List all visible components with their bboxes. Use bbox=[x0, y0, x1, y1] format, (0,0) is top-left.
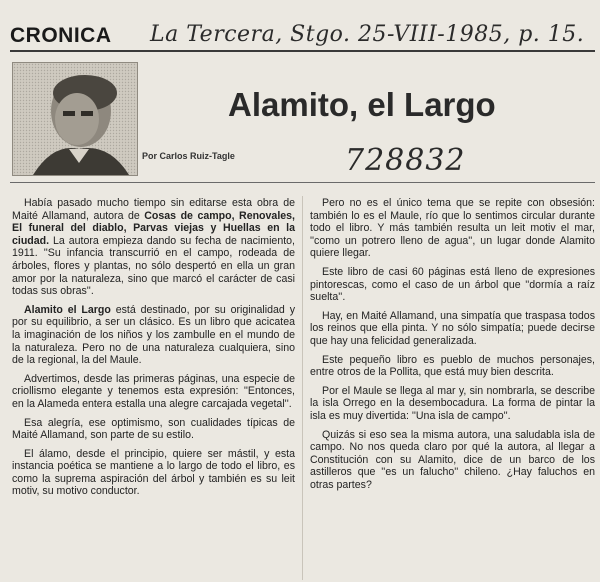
header-rule bbox=[10, 50, 595, 52]
section-heading: CRONICA bbox=[10, 24, 112, 47]
article-title: Alamito, el Largo bbox=[228, 86, 496, 123]
column-divider bbox=[302, 196, 303, 580]
paragraph: Alamito el Largo está destinado, por su originalidad y por su equilibrio, a ser un clásico. Es un libro que acicatea la imaginación de los niños y los zambulle en el mundo de la naturaleza. Pero no de una naturaleza cualquiera, sino de la regional, la del Maule. bbox=[12, 303, 295, 367]
paragraph: Quizás si eso sea la misma autora, una saludabla isla de campo. No nos queda claro por qué la autora, al llegar a Constitución con su Alamito, dice de un barco de los astilleros que ''es un falucho'' chileno. ¿Hay faluchos en otras partes? bbox=[310, 428, 595, 491]
paragraph: Esa alegría, ese optimismo, son cualidades típicas de Maité Allamand, son parte de su estilo. bbox=[12, 416, 295, 442]
title-rule bbox=[10, 182, 595, 183]
handwritten-catalog-number: 728832 bbox=[345, 143, 466, 178]
paragraph: Este pequeño libro es pueblo de muchos personajes, entre otros de la Pollita, que está muy bien descrita. bbox=[310, 353, 595, 379]
paragraph: Este libro de casi 60 páginas está lleno de expresiones pintorescas, como el caso de un árbol que ''dormía a raíz suelta''. bbox=[310, 265, 595, 304]
handwritten-source-note: La Tercera, Stgo. 25-VIII-1985, p. 15. bbox=[150, 22, 585, 47]
book-title: Alamito el Largo bbox=[24, 303, 111, 316]
author-portrait-image bbox=[13, 63, 137, 175]
article-column-left bbox=[12, 197, 295, 504]
book-titles: Cosas de campo, Renovales, El funeral del diablo, Parvas viejas y Huellas en la ciudad. bbox=[12, 209, 295, 247]
paragraph: El álamo, desde el principio, quiere ser mástil, y esta instancia poética se mantiene a lo largo de todo el libro, es como la suprema aspiración del árbol y también es su leit motiv, su motivo conductor. bbox=[12, 447, 295, 498]
paragraph: Hay, en Maité Allamand, una simpatía que traspasa todos los reinos que ella pinta. Y no sólo simpatía; puede decirse que hay una felicidad generalizada. bbox=[310, 309, 595, 347]
article-column-right bbox=[310, 197, 595, 497]
paragraph: Advertimos, desde las primeras páginas, una especie de criollismo elegante y tenemos esta expresión: ''Entonces, en la Alameda entera estalla una alegre carcajada vegetal''. bbox=[12, 372, 295, 410]
paragraph: Había pasado mucho tiempo sin editarse esta obra de Maité Allamand, autora de Cosas de campo, Renovales, El funeral del diablo, Parvas viejas y Huellas en la ciudad. La autora empieza dando su fecha de nacimiento, 1911. ''Su infancia transcurrió en el campo, rodeada de árboles, flores y plantas, no sólo despertó en ella un gran amor por la naturaleza, sino que marcó el carácter de casi todas sus obras''. bbox=[12, 197, 295, 298]
paragraph: Pero no es el único tema que se repite con obsesión: también lo es el Maule, río que lo sentimos circular durante todo el libro. Y más también resulta un leit motiv el mar, ''como un potrero lleno de agua'', un lugar donde Alamito quiere llegar. bbox=[310, 197, 595, 260]
author-photo bbox=[12, 62, 138, 176]
paragraph: Por el Maule se llega al mar y, sin nombrarla, se describe la isla Orrego en la desembocadura. La forma de pintar la isla es muy divertida: ''Una isla de campo''. bbox=[310, 384, 595, 422]
article-byline: Por Carlos Ruiz-Tagle bbox=[142, 151, 235, 161]
